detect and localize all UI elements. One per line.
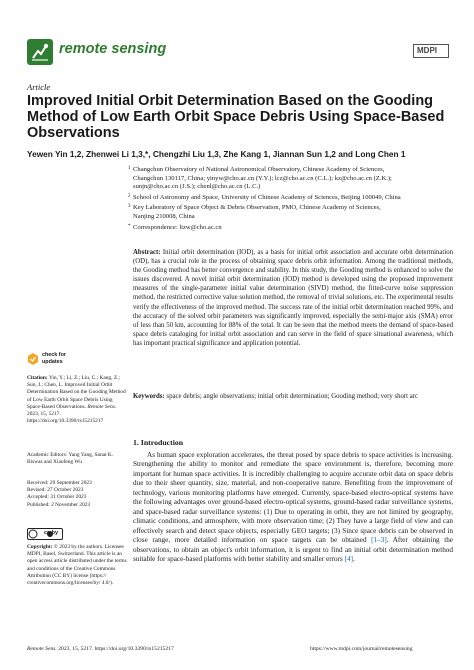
citation-block [27,375,127,425]
article-type: Article [27,82,51,92]
citation-link[interactable]: [1–3] [371,536,387,545]
correspondence [128,224,453,233]
affiliation-number: 1 [128,166,131,171]
affiliation-line: Changchun Observatory of National Astronomical Observatory, Chinese Academy of Sciences, [133,166,385,173]
affiliation-line: School of Astronomy and Space, University of Chinese Academy of Sciences, Beijing 100049, China [133,194,401,201]
affiliation-2 [128,194,453,203]
academic-editors [27,452,127,466]
paper-title: Improved Initial Orbit Determination Based on the Gooding Method of Low Earth Orbit Space Debris Using Space-Based Observations [27,93,445,141]
section-heading: 1. Introduction [133,438,184,447]
footer-doi[interactable]: 2023, 15, 5217. https://doi.org/10.3390/rs15215217 [58,646,174,652]
affiliation-line: sunjn@cho.ac.cn (J.S.); chenl@cho.ac.cn (L.C.) [133,183,261,191]
editors-names: Yang Yang, Sanat K. Biswas and Xiaofeng Wu [27,452,114,466]
citation-link[interactable]: [4] [344,554,353,563]
abstract-label: Abstract: [133,249,161,256]
intro-text: . [352,554,355,563]
affiliation-1 [128,166,453,192]
affiliation-number: * [128,224,131,229]
affiliation-line: Changchun 130117, China; yinyw@cho.ac.cn (Y.Y.); lcz@cho.ac.cn (C.L.); kz@cho.ac.cn (Z.K.); [133,174,392,182]
journal-logo-icon [27,39,53,65]
editors-label: Academic Editors: [27,452,68,458]
intro-text: . After obtaining the observations, to obtain an object's orbit information, it is urgent to find an initial orbit determination method suitable for space-based platforms with better stability and smaller errors [133,536,453,563]
footer-journal: Remote Sens. [27,646,57,652]
citation-doi[interactable]: 2023, 15, 5217. https://doi.org/10.3390/rs15215217 [27,411,104,425]
publisher-label: MDPI [417,46,437,55]
intro-text: As human space exploration accelerates, the threat posed by space debris to space activities is increasing. Strengthening the ability to monitor and remediate the space environment is, therefore, becoming more important for human space activities. It is incredibly challenging to acquire accurate orbit data on space debris due to their sheer quantity, size, material, and non-cooperative nature. Benefiting from the improvement of technology, various monitoring platforms have emerged. Currently, space-based electro-optical systems have the following advantages over ground-based electro-optical systems, ground-based radar surveillance systems, and space-based radar surveillance systems: (1) Due to operating in orbit, they are not limited by geography, climatic conditions, and atmosphere, with more observation time; (2) They have a large field of view and can effectively search and detect space objects, especially GEO targets; (3) Since space debris can be observed in close range, more detailed information on space targets can be obtained [133,451,453,545]
copyright-text: © 2023 by the authors. Licensee MDPI, Basel, Switzerland. This article is an open access article distributed under the terms and conditions of the Creative Commons Attribution (CC BY) license (https:// creativecommons.org/licenses/by/ 4.0/). [27,544,127,587]
affiliation-number: 3 [128,204,131,209]
citation-journal: Remote Sens. [87,403,117,410]
abstract [133,248,453,348]
footer-citation [27,646,174,652]
keywords-label: Keywords: [133,393,165,400]
affiliation-line: Nanjing 210008, China [133,212,195,220]
correspondence-email[interactable]: Correspondence: lizw@cho.ac.cn [133,224,222,231]
dates-block [27,480,127,509]
footer-journal-url[interactable]: https://www.mdpi.com/journal/remotesensing [310,646,413,652]
affiliation-3 [128,204,453,221]
copyright-label: Copyright: [27,544,53,550]
check-for-updates-icon[interactable] [27,352,39,366]
date-revised: Revised: 27 October 2023 [27,487,84,494]
cc-badge-text: cc by [44,530,59,536]
citation-label: Citation: [27,375,48,381]
keywords [133,392,453,401]
date-accepted: Accepted: 31 October 2023 [27,494,87,501]
date-published: Published: 2 November 2023 [27,501,91,508]
citation-text: Yin, Y.; Li, Z.; Liu, C.; Kang, Z.; Sun, J.; Chen, L. Improved Initial Orbit Determination Based on the Gooding Method of Low Earth Orbit Space Debris Using Space-Based Observations. [27,375,126,410]
abstract-text: Initial orbit determination (IOD), as a basis for initial orbit association and accurate orbit determination (OD), has a crucial role in the process of obtaining space debris orbit information. Among the traditional methods, the Gooding method has better convergence and stability. In this study, the Gooding method is enhanced to solve the issues discovered. A novel initial orbit determination (IOD) method is developed using the proposed improvement measures of the single-parameter initial value determination (SIVD) method, the fitted-curve noise suppression method, the restricted corrective value solution method, the removal of trivial solutions, etc. The experimental results verify the effectiveness of the improved method. The success rate of the initial orbit determination reached 99%, and the accuracy of the solved orbit parameters was significantly improved, especially the semi-major axis (SMA) error of less than 50 km, accounting for 88% of the total. It can be seen that the method meets the demand of space-based space debris cataloging for initial orbit association and can serve in the field of space situational awareness, which has important practical significance and application potential. [133,249,454,347]
author-list [27,149,457,159]
date-received: Received: 29 September 2023 [27,480,92,486]
check-for-updates[interactable]: check for updates [42,352,66,365]
introduction-paragraph [133,451,453,564]
affiliation-line: Key Laboratory of Space Object & Debris Observation, PMO, Chinese Academy of Sciences, [133,204,381,211]
journal-name: remote sensing [59,41,167,57]
authors-text: Yewen Yin 1,2, Zhenwei Li 1,3,*, Chengzhi Liu 1,3, Zhe Kang 1, Jiannan Sun 1,2 and Long Chen 1 [27,149,406,159]
copyright-block [27,544,127,587]
affiliation-number: 2 [128,194,131,199]
keywords-text: space debris; angle observations; initial orbit determination; Gooding method; very short arc [166,393,419,400]
